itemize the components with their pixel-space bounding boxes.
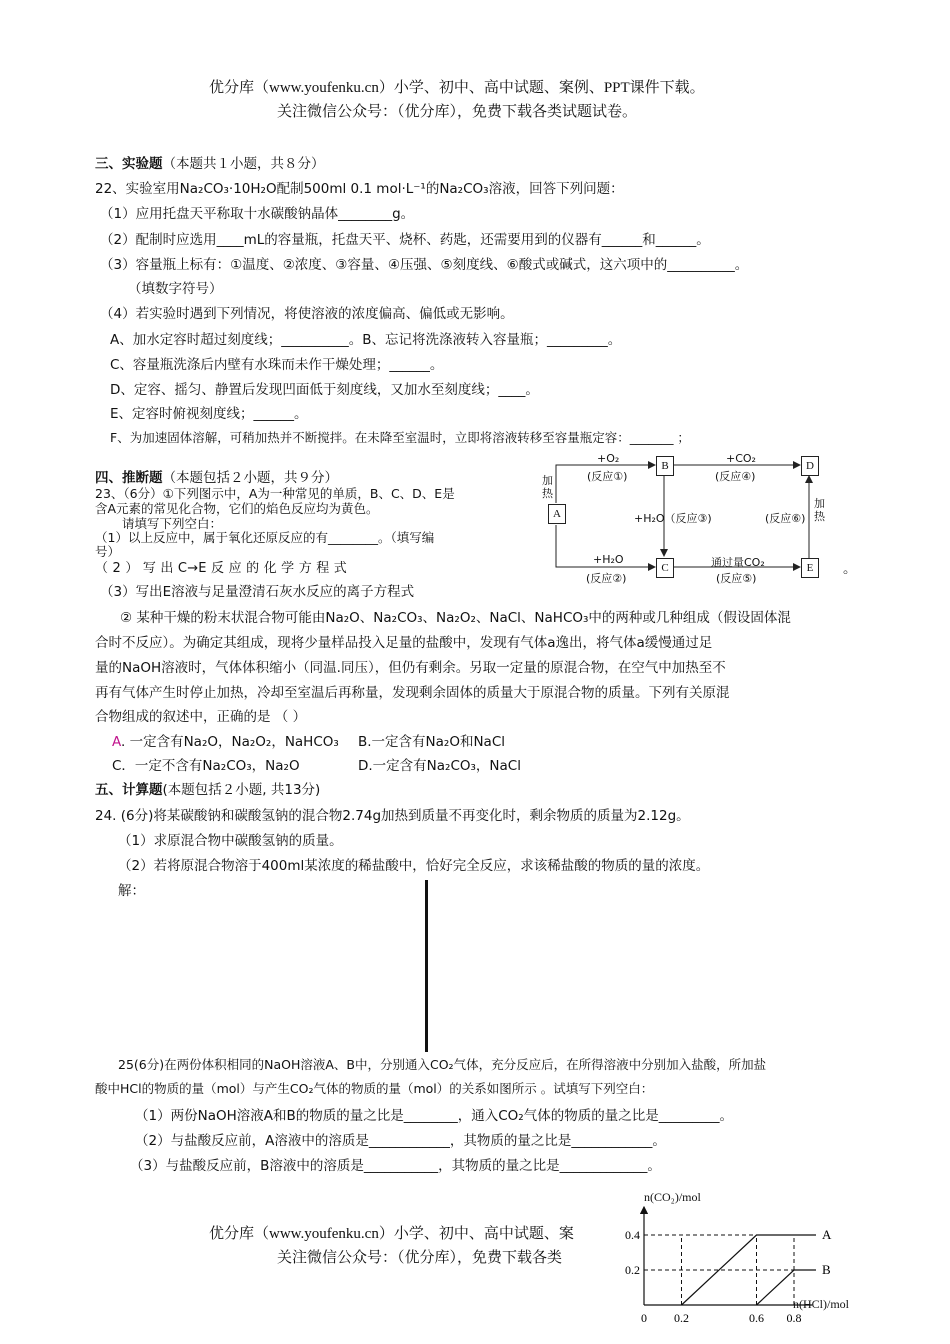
chart-x-tick-label: 0.2 (674, 1311, 689, 1325)
node-c: C (656, 558, 674, 578)
q22-stem: 22、实验室用Na₂CO₃·10H₂O配制500ml 0.1 mol·L⁻¹的Na₂CO₃溶液，回答下列问题： (95, 181, 624, 197)
footer-line-1: 优分库（www.youfenku.cn）小学、初中、高中试题、案 (209, 1226, 574, 1242)
q23-line-e: 号） (95, 544, 121, 559)
option-a-text: . 一定含有Na₂O，Na₂O₂，NaHCO₃ (121, 734, 339, 750)
section-3-heading (95, 152, 325, 172)
chart-x-tick-label: 0.6 (749, 1311, 764, 1325)
q25-part-3: （3）与盐酸反应前，B溶液中的溶质是___________，其物质的量之比是_____________。 (130, 1158, 661, 1174)
section-3-title: 三、实验题 (95, 156, 163, 172)
reaction-5-reagent: 通过量CO₂ (711, 556, 765, 569)
reaction-6-label: (反应⑥) (765, 512, 806, 525)
chart-series-b-label: B (822, 1262, 831, 1277)
chart-y-label: n(CO₂)/mol (644, 1190, 701, 1204)
chart-x-label: n(HCl)/mol (793, 1297, 849, 1311)
q23-part2-line-5: 合物组成的叙述中，正确的是 （ ） (95, 709, 307, 725)
q22-item-d: D、定容、摇匀、静置后发现凹面低于刻度线，又加水至刻度线；____。 (110, 382, 539, 398)
q24-part-2: （2）若将原混合物溶于400ml某浓度的稀盐酸中，恰好完全反应，求该稀盐酸的物质的量的浓度。 (118, 858, 710, 874)
reaction-2-reagent: +H₂O (593, 553, 624, 566)
answer-divider (425, 880, 428, 1052)
node-a: A (548, 504, 566, 524)
reaction-1-label: (反应①) (587, 470, 628, 483)
option-a (112, 730, 339, 750)
q23-part2-line-4: 再有气体产生时停止加热，冷却至室温后再称量，发现剩余固体的质量大于原混合物的质量。下列有关原混 (95, 685, 730, 701)
reaction-4-label: (反应④) (715, 470, 756, 483)
heat-right-label: 加热 (814, 497, 825, 523)
q25-stem-1: 25(6分)在两份体积相同的NaOH溶液A、B中，分别通入CO₂气体，充分反应后，在所得溶液中分别加入盐酸，所加盐 (118, 1057, 767, 1072)
q23-part2-line-2: 合时不反应）。为确定其组成，现将少量样品投入足量的盐酸中，发现有气体a逸出，将气体a缓慢通过足 (95, 635, 713, 651)
chart-y-tick-label: 0.4 (625, 1228, 640, 1242)
chart-y-tick-label: 0.2 (625, 1263, 640, 1277)
q25-stem-2: 酸中HCl的物质的量（mol）与产生CO₂气体的物质的量（mol）的关系如图所示 。试填写下列空白： (95, 1081, 654, 1096)
node-b: B (656, 456, 674, 476)
reaction-4-reagent: +CO₂ (726, 452, 756, 465)
q22-item-e: E、定容时俯视刻度线；______。 (110, 406, 308, 422)
reaction-5-label: (反应⑤) (716, 572, 757, 585)
reaction-1-reagent: +O₂ (597, 452, 620, 465)
q24-stem: 24. (6分)将某碳酸钠和碳酸氢钠的混合物2.74g加热到质量不再变化时，剩余物质的质量为2.12g。 (95, 808, 690, 824)
section-4-title: 四、推断题 (95, 470, 163, 486)
q23-line-a: 23、（6分）①下列图示中，A为一种常见的单质，B、C、D、E是 (95, 486, 455, 501)
q22-part-2: （2）配制时应选用____mL的容量瓶，托盘天平、烧杯、药匙，还需要用到的仪器有______和______。 (100, 232, 710, 248)
q23-part2-line-1: ② 某种干燥的粉末状混合物可能由Na₂O、Na₂CO₃、Na₂O₂、NaCl、NaHCO₃中的两种或几种组成（假设固体混 (120, 610, 791, 626)
q22-item-c: C、容量瓶洗涤后内壁有水珠而未作干燥处理；______。 (110, 357, 444, 373)
header-line-1: 优分库（www.youfenku.cn）小学、初中、高中试题、案例、PPT课件下载。 (209, 80, 705, 96)
q23-line-f-end: 。 (843, 561, 857, 577)
reaction-3-label: +H₂O（反应③) (634, 512, 712, 525)
q22-part-1: （1）应用托盘天平称取十水碳酸钠晶体________g。 (100, 206, 415, 222)
footer-line-2: 关注微信公众号：（优分库），免费下载各类 (277, 1250, 563, 1266)
q25-part-1: （1）两份NaOH溶液A和B的物质的量之比是________，通入CO₂气体的物质的量之比是_________。 (135, 1108, 733, 1124)
option-d: D.一定含有Na₂CO₃，NaCl (358, 758, 521, 774)
section-4-note: （本题包括２小题，共９分） (162, 470, 338, 486)
section-5-note: (本题包括２小题, 共13分) (162, 782, 321, 798)
option-b: B.一定含有Na₂O和NaCl (358, 734, 506, 750)
q23-line-b: 含A元素的常见化合物，它们的焰色反应均为黄色。 (95, 501, 379, 516)
q22-part-3: （3）容量瓶上标有：①温度、②浓度、③容量、④压强、⑤刻度线、⑥酸式或碱式，这六项中的__________。 (100, 257, 749, 273)
chart-series-a-label: A (822, 1227, 832, 1242)
q23-line-d: （1）以上反应中，属于氧化还原反应的有________。（填写编 (95, 530, 435, 545)
node-e: E (801, 558, 819, 578)
q22-item-f: F、为加速固体溶解，可稍加热并不断搅拌。在未降至室温时，立即将溶液转移至容量瓶定容：_______ ； (110, 430, 690, 445)
q25-part-2: （2）与盐酸反应前，A溶液中的溶质是____________，其物质的量之比是____________。 (135, 1133, 666, 1149)
header-line-2: 关注微信公众号：（优分库），免费下载各类试题试卷。 (277, 104, 638, 120)
reaction-diagram (535, 448, 835, 584)
q24-part-1: （1）求原混合物中碳酸氢钠的质量。 (118, 833, 343, 849)
chart-x-tick-label: 0.8 (786, 1311, 802, 1325)
q23-part2-line-3: 量的NaOH溶液时，气体体积缩小（同温.同压），但仍有剩余。另取一定量的原混合物，在空气中加热至不 (95, 660, 726, 676)
q22-item-a-b: A、加水定容时超过刻度线；__________。B、忘记将洗涤液转入容量瓶；_________。 (110, 332, 622, 348)
heat-left-label: 加热 (542, 474, 553, 500)
q23-line-c: 请填写下列空白： (122, 516, 223, 531)
node-d: D (801, 456, 819, 476)
reaction-2-label: (反应②) (586, 572, 627, 585)
section-5-title: 五、计算题 (95, 782, 163, 798)
answer-label: 解： (118, 883, 145, 899)
chart-series-b-line (757, 1270, 795, 1305)
q22-part-3-note: （填数字符号） (128, 281, 223, 297)
section-4-heading (95, 466, 338, 486)
co2-hcl-chart (600, 1185, 870, 1325)
q23-line-g: （3）写出E溶液与足量澄清石灰水反应的离子方程式 (100, 584, 415, 600)
option-c: C．一定不含有Na₂CO₃，Na₂O (112, 758, 300, 774)
section-5-heading (95, 778, 320, 798)
q22-part-4: （4）若实验时遇到下列情况，将使溶液的浓度偏高、偏低或无影响。 (100, 306, 514, 322)
q23-line-f: （ 2 ） 写 出 C→E 反 应 的 化 学 方 程 式 (95, 561, 347, 576)
chart-x-tick-label: 0 (641, 1311, 647, 1325)
option-a-letter: A (112, 734, 121, 750)
section-3-note: （本题共１小题，共８分） (162, 156, 325, 172)
